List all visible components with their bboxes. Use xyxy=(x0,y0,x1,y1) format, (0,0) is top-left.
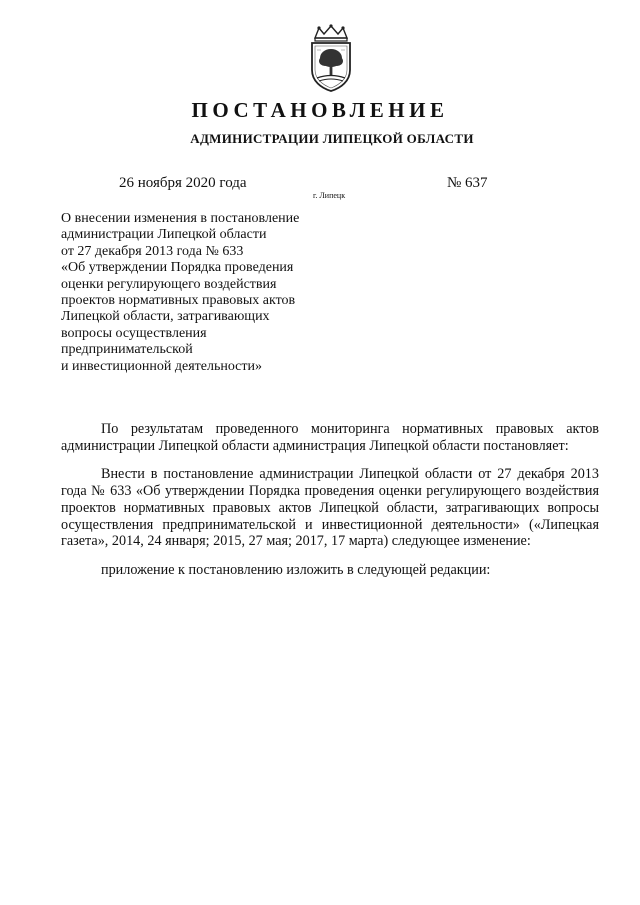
body-paragraph-preamble: По результатам проведенного мониторинга нормативных правовых актов администрации Липецкой области администрация Липецкой области постановляет: xyxy=(61,421,599,454)
subject-line: О внесении изменения в постановление xyxy=(61,211,300,226)
document-title: ПОСТАНОВЛЕНИЕ xyxy=(191,98,449,122)
issuer-subtitle: АДМИНИСТРАЦИИ ЛИПЕЦКОЙ ОБЛАСТИ xyxy=(190,131,474,146)
body-paragraph-appendix: приложение к постановлению изложить в следующей редакции: xyxy=(101,561,491,578)
subject-line: от 27 декабря 2013 года № 633 xyxy=(61,243,244,259)
coat-of-arms-icon xyxy=(301,24,361,94)
body-paragraph-amendment: Внести в постановление администрации Липецкой области от 27 декабря 2013 года № 633 «Об утверждении Порядка проведения оценки регулирующего воздействия проектов нормативных правовых актов Липецкой области, затрагивающих вопросы осуществления предпринимательской и инвестиционной деятельности» («Липецкая газета», 2014, 24 января; 2015, 27 мая; 2017, 17 марта) следующее изменение: xyxy=(61,466,599,550)
document-subject xyxy=(61,211,361,375)
subject-line: и инвестиционной деятельности» xyxy=(61,358,262,374)
subject-line: предпринимательской xyxy=(61,342,193,358)
subject-line: «Об утверждении Порядка проведения xyxy=(61,260,294,276)
subject-line: администрации Липецкой области xyxy=(61,227,267,243)
document-body xyxy=(61,421,599,591)
document-number: № 637 xyxy=(447,175,488,191)
document-date: 26 ноября 2020 года xyxy=(119,175,247,191)
subject-line: оценки регулирующего воздействия xyxy=(61,276,277,292)
document-city: г. Липецк xyxy=(313,191,346,200)
subject-line: Липецкой области, затрагивающих xyxy=(61,309,270,325)
subject-line: вопросы осуществления xyxy=(61,325,207,341)
subject-line: проектов нормативных правовых актов xyxy=(61,293,296,309)
